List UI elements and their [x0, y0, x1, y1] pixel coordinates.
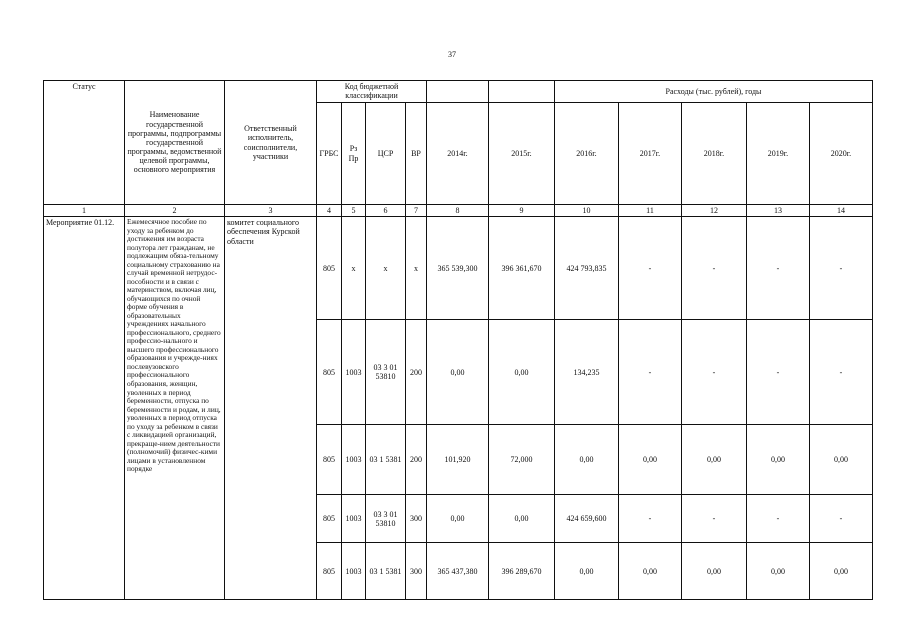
- cell-rzpr: 1003: [342, 425, 366, 495]
- cell-vr: 300: [406, 495, 427, 543]
- cell-2016: 0,00: [555, 425, 619, 495]
- column-number: 5: [342, 205, 366, 217]
- cell-csr: 03 1 5381: [366, 543, 406, 600]
- column-number: 2: [125, 205, 225, 217]
- cell-vr: 300: [406, 543, 427, 600]
- cell-2016: 424 793,835: [555, 217, 619, 320]
- cell-2018: 0,00: [682, 543, 747, 600]
- cell-2016: 0,00: [555, 543, 619, 600]
- cell-2014: 101,920: [427, 425, 489, 495]
- header-year: 2019г.: [747, 103, 810, 205]
- column-number: 1: [44, 205, 125, 217]
- column-number: 4: [317, 205, 342, 217]
- cell-2019: 0,00: [747, 425, 810, 495]
- cell-vr: х: [406, 217, 427, 320]
- column-number: 6: [366, 205, 406, 217]
- cell-csr: 03 1 5381: [366, 425, 406, 495]
- cell-2019: -: [747, 495, 810, 543]
- header-year: 2016г.: [555, 103, 619, 205]
- header-budget-code: Код бюджетной классификации: [317, 81, 427, 103]
- cell-2017: 0,00: [619, 425, 682, 495]
- header-expenses: Расходы (тыс. рублей), годы: [555, 81, 873, 103]
- cell-2019: -: [747, 217, 810, 320]
- cell-rzpr: 1003: [342, 495, 366, 543]
- header-csr: ЦСР: [366, 103, 406, 205]
- cell-2017: -: [619, 320, 682, 425]
- column-number: 8: [427, 205, 489, 217]
- cell-2017: 0,00: [619, 543, 682, 600]
- header-status: Статус: [44, 81, 125, 205]
- header-year: 2018г.: [682, 103, 747, 205]
- row-executor: комитет социального обеспечения Курской области: [225, 217, 317, 600]
- cell-2016: 424 659,600: [555, 495, 619, 543]
- header-executor: Ответственный исполнитель, соисполнители, участники: [225, 81, 317, 205]
- cell-grbs: 805: [317, 320, 342, 425]
- cell-2015: 0,00: [489, 320, 555, 425]
- cell-2020: -: [810, 320, 873, 425]
- header-year: 2017г.: [619, 103, 682, 205]
- cell-2020: -: [810, 495, 873, 543]
- cell-csr: х: [366, 217, 406, 320]
- header-grbs: ГРБС: [317, 103, 342, 205]
- cell-vr: 200: [406, 320, 427, 425]
- column-number: 12: [682, 205, 747, 217]
- column-number: 10: [555, 205, 619, 217]
- cell-2015: 396 289,670: [489, 543, 555, 600]
- header-year: 2020г.: [810, 103, 873, 205]
- header-blank-2014: [427, 81, 489, 103]
- column-number: 7: [406, 205, 427, 217]
- header-year: 2015г.: [489, 103, 555, 205]
- row-name: Ежемесячное пособие по уходу за ребенком до достижения им возраста полутора лет гражданам, не подлежащим обяза-тельному социальному страхованию на случай временной нетрудос-пособности и в связи с материнством, включая лиц, обучающихся по очной форме обучения в образовательных учреждениях начального профессионального, среднего профессио-нального и высшего профессионального образования и учрежде-ниях послевузовского профессионального образования, женщин, уволенных в период беременности, отпуска по беременности и родам, и лиц, уволенных в период отпуска по уходу за ребенком в связи с ликвидацией организаций, прекраще-нием деятельности (полномочий) физичес-кими лицами в установленном порядке: [125, 217, 225, 600]
- cell-grbs: 805: [317, 495, 342, 543]
- cell-2020: -: [810, 217, 873, 320]
- header-year: 2014г.: [427, 103, 489, 205]
- column-number: 14: [810, 205, 873, 217]
- cell-2014: 0,00: [427, 320, 489, 425]
- cell-2015: 396 361,670: [489, 217, 555, 320]
- cell-2018: -: [682, 495, 747, 543]
- column-number: 13: [747, 205, 810, 217]
- cell-2020: 0,00: [810, 425, 873, 495]
- budget-table: [43, 80, 873, 600]
- header-rzpr: Рз Пр: [342, 103, 366, 205]
- cell-2019: 0,00: [747, 543, 810, 600]
- cell-2017: -: [619, 495, 682, 543]
- cell-vr: 200: [406, 425, 427, 495]
- cell-rzpr: 1003: [342, 543, 366, 600]
- cell-2014: 365 437,380: [427, 543, 489, 600]
- header-vr: ВР: [406, 103, 427, 205]
- column-number: 11: [619, 205, 682, 217]
- cell-grbs: 805: [317, 543, 342, 600]
- cell-2014: 365 539,300: [427, 217, 489, 320]
- column-number: 9: [489, 205, 555, 217]
- cell-grbs: 805: [317, 425, 342, 495]
- cell-2015: 72,000: [489, 425, 555, 495]
- cell-grbs: 805: [317, 217, 342, 320]
- cell-rzpr: х: [342, 217, 366, 320]
- cell-csr: 03 3 01 53810: [366, 495, 406, 543]
- page-number: 37: [448, 50, 456, 59]
- cell-2016: 134,235: [555, 320, 619, 425]
- cell-2018: -: [682, 320, 747, 425]
- column-number: 3: [225, 205, 317, 217]
- cell-2015: 0,00: [489, 495, 555, 543]
- cell-2018: 0,00: [682, 425, 747, 495]
- cell-2017: -: [619, 217, 682, 320]
- cell-csr: 03 3 01 53810: [366, 320, 406, 425]
- header-program-name: Наименование государственной программы, подпрограммы государственной программы, ведомственной целевой программы, основного мероприятия: [125, 81, 225, 205]
- header-blank-2015: [489, 81, 555, 103]
- cell-2018: -: [682, 217, 747, 320]
- cell-2014: 0,00: [427, 495, 489, 543]
- cell-rzpr: 1003: [342, 320, 366, 425]
- cell-2020: 0,00: [810, 543, 873, 600]
- cell-2019: -: [747, 320, 810, 425]
- table-row: [44, 217, 873, 320]
- row-status: Мероприятие 01.12.: [44, 217, 125, 600]
